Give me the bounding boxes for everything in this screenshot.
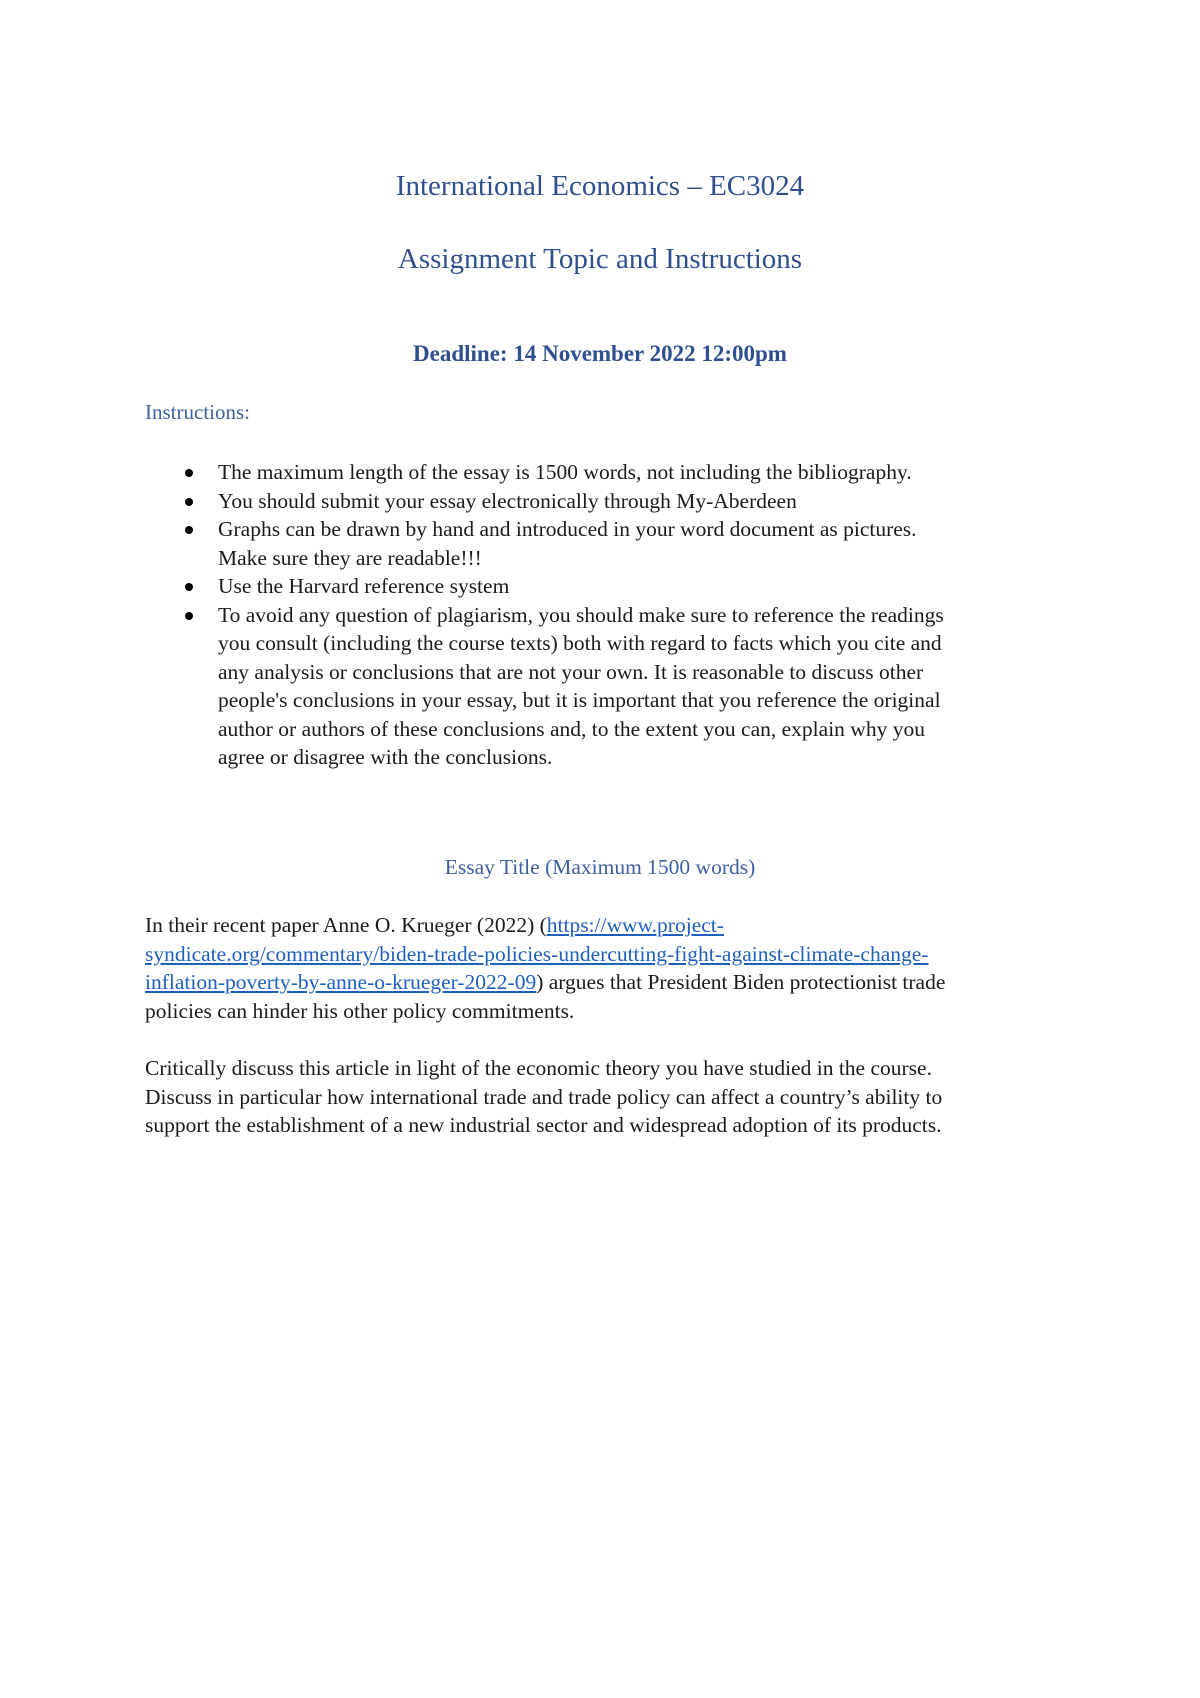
instruction-text: agree or disagree with the conclusions. xyxy=(218,745,553,769)
essay-discussion-paragraph xyxy=(145,1054,1080,1140)
instruction-item xyxy=(145,515,1075,572)
paragraph-text: policies can hinder his other policy commitments. xyxy=(145,998,575,1023)
instruction-text: author or authors of these conclusions and, to the extent you can, explain why you xyxy=(218,716,925,741)
paragraph-text: Discuss in particular how international trade and trade policy can affect a country’s ability to xyxy=(145,1084,943,1109)
instruction-text: people's conclusions in your essay, but it is important that you reference the original xyxy=(218,688,941,712)
instruction-text: You should submit your essay electronically through My-Aberdeen xyxy=(218,488,797,513)
instruction-item xyxy=(145,572,1075,601)
instruction-text: Graphs can be drawn by hand and introduced in your word document as pictures. xyxy=(218,517,917,541)
instruction-text: Make sure they are readable!!! xyxy=(218,545,482,570)
instruction-text: any analysis or conclusions that are not your own. It is reasonable to discuss other xyxy=(218,659,924,684)
article-link-text: inflation-poverty-by-anne-o-krueger-2022-09 xyxy=(145,970,537,994)
instruction-text: you consult (including the course texts) both with regard to facts which you cite and xyxy=(218,631,942,655)
instructions-heading: Instructions: xyxy=(145,400,250,424)
paragraph-text: Critically discuss this article in light of the economic theory you have studied in the course. xyxy=(145,1056,932,1080)
paragraph-text: support the establishment of a new industrial sector and widespread adoption of its products. xyxy=(145,1113,942,1137)
instructions-list xyxy=(145,458,1075,772)
course-title: International Economics – EC3024 xyxy=(395,170,805,202)
paragraph-text: ) argues that President Biden protectionist trade xyxy=(536,970,946,994)
bullet-icon xyxy=(185,469,193,477)
instruction-item xyxy=(145,487,1075,516)
bullet-icon xyxy=(185,583,193,591)
assignment-title: Assignment Topic and Instructions xyxy=(397,243,803,275)
bullet-icon xyxy=(185,498,193,506)
paragraph-text: In their recent paper Anne O. Krueger (2022) ( xyxy=(145,913,547,937)
instruction-text: The maximum length of the essay is 1500 words, not including the bibliography. xyxy=(218,460,912,484)
instruction-text: To avoid any question of plagiarism, you should make sure to reference the readings xyxy=(218,602,944,627)
bullet-icon xyxy=(185,612,193,620)
deadline: Deadline: 14 November 2022 12:00pm xyxy=(413,341,787,366)
essay-title-heading: Essay Title (Maximum 1500 words) xyxy=(444,855,756,879)
article-link-text: https://www.project- xyxy=(546,913,724,937)
article-link-text: syndicate.org/commentary/biden-trade-policies-undercutting-fight-against-climate-change- xyxy=(145,941,929,966)
instruction-item xyxy=(145,601,1075,772)
essay-prompt-paragraph xyxy=(145,911,1080,1025)
instruction-text: Use the Harvard reference system xyxy=(218,574,510,598)
bullet-icon xyxy=(185,526,193,534)
instruction-item xyxy=(145,458,1075,487)
